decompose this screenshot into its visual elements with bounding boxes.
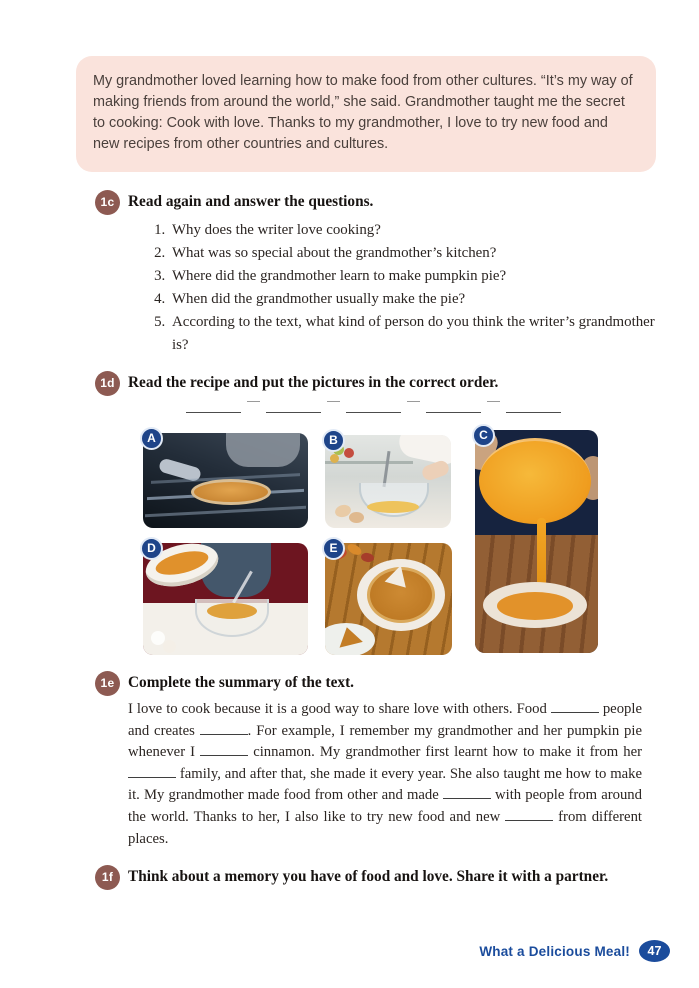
oven-rack-shape xyxy=(145,506,306,517)
summary-blank xyxy=(128,765,176,778)
person-shape xyxy=(226,433,300,467)
autumn-leaf-shape xyxy=(360,552,374,563)
egg-shape xyxy=(163,640,176,653)
fruit-shape xyxy=(330,454,339,463)
filling-bowl-shape xyxy=(479,438,591,524)
page-number-badge: 47 xyxy=(639,940,670,962)
order-blank xyxy=(506,398,561,413)
section-1e-title: Complete the summary of the text. xyxy=(128,674,354,691)
shelf-shape xyxy=(325,461,413,464)
whisk-shape xyxy=(383,451,390,487)
fruit-shape xyxy=(344,448,354,458)
order-blank xyxy=(266,398,321,413)
section-1f-badge: 1f xyxy=(95,865,120,890)
summary-blank xyxy=(551,700,599,713)
summary-blank xyxy=(200,722,248,735)
summary-blank xyxy=(200,743,248,756)
picture-c-label: C xyxy=(472,424,495,447)
picture-a-oven-photo xyxy=(143,433,308,528)
order-blank xyxy=(346,398,401,413)
egg-shape xyxy=(349,512,364,523)
pie-shape xyxy=(191,479,271,505)
picture-e-finished-pie-photo xyxy=(325,543,452,655)
picture-d-label: D xyxy=(140,537,163,560)
question-item: 1. Why does the writer love cooking? xyxy=(169,219,671,242)
intro-text: My grandmother loved learning how to make food from other cultures. “It’s my way of making friends from around the world,” she said. Grandmother taught me the secret to cooking: Cook with love. Thanks to my grandmother, I love to try new food and new recipes from other countries and cultures. xyxy=(93,73,633,152)
section-1f-title: Think about a memory you have of food and love. Share it with a partner. xyxy=(128,868,609,885)
question-list xyxy=(146,219,671,357)
summary-blank xyxy=(443,786,491,799)
order-dash xyxy=(487,401,500,410)
section-1c-badge: 1c xyxy=(95,190,120,215)
picture-d-mixing-photo xyxy=(143,543,308,655)
picture-e-label: E xyxy=(322,537,345,560)
section-1d-title: Read the recipe and put the pictures in the correct order. xyxy=(128,374,499,391)
picture-b-whisking-photo xyxy=(325,435,451,528)
order-blank xyxy=(426,398,481,413)
unit-title: What a Delicious Meal! xyxy=(479,943,630,959)
order-dash xyxy=(407,401,420,410)
order-dash xyxy=(327,401,340,410)
question-item: 4. When did the grandmother usually make the pie? xyxy=(169,288,671,311)
section-1c-title: Read again and answer the questions. xyxy=(128,193,374,210)
order-blank xyxy=(186,398,241,413)
picture-c-pouring-photo xyxy=(475,430,598,653)
summary-blank xyxy=(505,808,553,821)
egg-mixture-shape xyxy=(367,501,419,513)
hand-shape xyxy=(420,459,451,482)
pie-filling-shape xyxy=(497,592,573,620)
section-1e-badge: 1e xyxy=(95,671,120,696)
section-1d-badge: 1d xyxy=(95,371,120,396)
page-footer xyxy=(479,940,670,962)
picture-a-label: A xyxy=(140,427,163,450)
question-item: 2. What was so special about the grandmother’s kitchen? xyxy=(169,242,671,265)
batter-shape xyxy=(207,603,257,619)
picture-b-label: B xyxy=(322,429,345,452)
intro-reading-box xyxy=(76,56,656,172)
question-item: 5. According to the text, what kind of person do you think the writer’s grandmother is? xyxy=(169,311,671,357)
question-item: 3. Where did the grandmother learn to make pumpkin pie? xyxy=(169,265,671,288)
order-blanks-row xyxy=(186,397,561,413)
summary-paragraph: I love to cook because it is a good way to share love with others. Food people and creates . For example, I remember my grandmother and her pumpkin pie whenever I cinnamon. My grandmother first learnt how to make it from her family, and after that, she made it every year. She also taught me how to make it. My grandmother made food from other and made with people from around the world. Thanks to her, I also like to try new food and new from different places. xyxy=(128,701,642,847)
order-dash xyxy=(247,401,260,410)
